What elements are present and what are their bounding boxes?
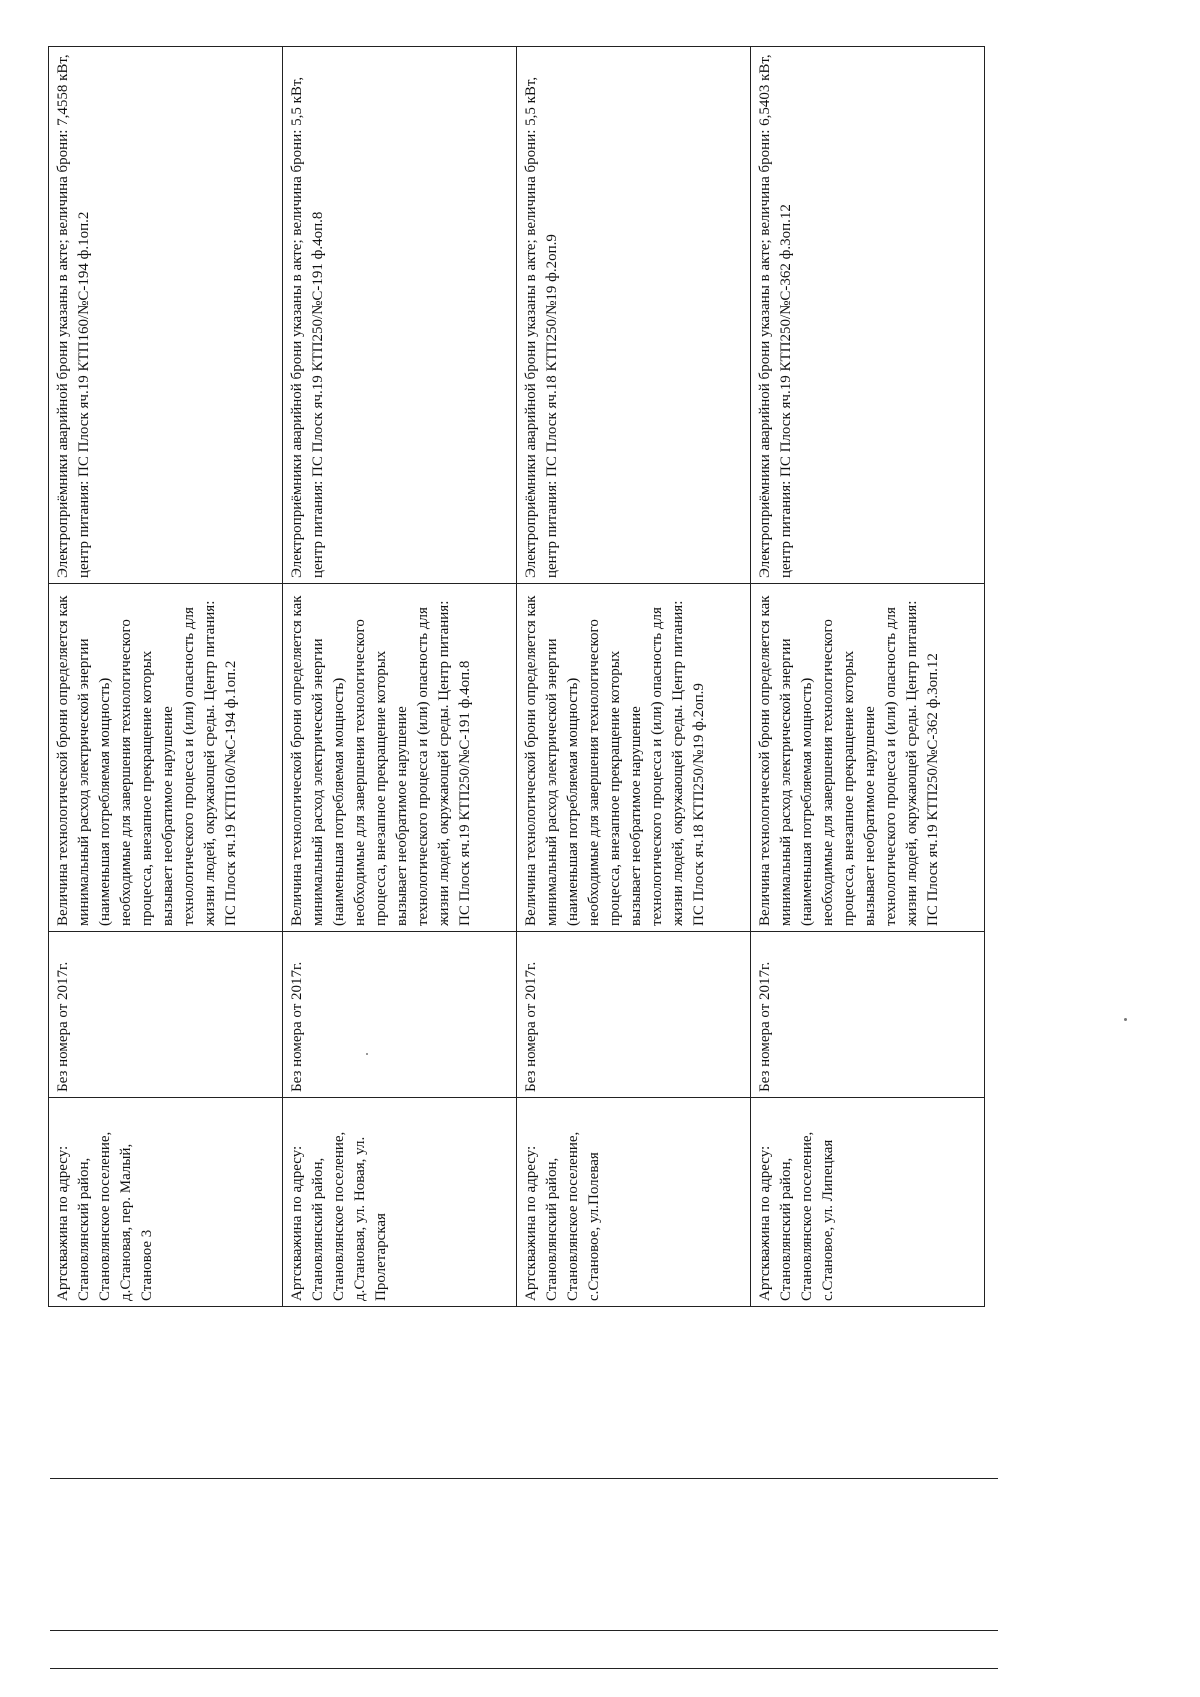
tech-reserve-cell: Величина технологической брони определяется как минимальный расход электрической энергии (наименьшая потребляемая мощность) необходимые для завершения технологического процесса, внезапное прекращение которых вызывает необратимое нарушение технологического процесса и (или) опасность для жизни людей, окружающей среды. Центр питания: ПС Плоск яч.19 КТП250/№С-362 ф.3оп.12 (751, 584, 985, 932)
emergency-reserve-cell: Электроприёмники аварийной брони указаны в акте; величина брони: 7,4558 кВт, центр питания: ПС Плоск яч.19 КТП160/№С-194 ф.1оп.2 (49, 47, 283, 584)
reserve-table (48, 46, 985, 1307)
address-cell: Артскважина по адресу: Становлянский район, Становлянское поселение, д.Становая, пер. Малый, Становое 3 (49, 1098, 283, 1307)
address-cell: Артскважина по адресу: Становлянский район, Становлянское поселение, д.Становая, ул. Новая, ул. Пролетарская (283, 1098, 517, 1307)
document-cell: Без номера от 2017г. (517, 932, 751, 1098)
document-cell: Без номера от 2017г. (751, 932, 985, 1098)
horizontal-rule (50, 1630, 998, 1631)
tech-reserve-cell: Величина технологической брони определяется как минимальный расход электрической энергии (наименьшая потребляемая мощность) необходимые для завершения технологического процесса, внезапное прекращение которых вызывает необратимое нарушение технологического процесса и (или) опасность для жизни людей, окружающей среды. Центр питания: ПС Плоск яч.18 КТП250/№19 ф.2оп.9 (517, 584, 751, 932)
table-row (49, 47, 283, 1307)
scan-speck (366, 1053, 368, 1055)
address-cell: Артскважина по адресу: Становлянский район, Становлянское поселение, с.Становое, ул.Полевая (517, 1098, 751, 1307)
emergency-reserve-cell: Электроприёмники аварийной брони указаны в акте; величина брони: 5,5 кВт, центр питания: ПС Плоск яч.18 КТП250/№19 ф.2оп.9 (517, 47, 751, 584)
table-row (283, 47, 517, 1307)
table-row (517, 47, 751, 1307)
table-row (751, 47, 985, 1307)
scan-speck (1124, 1018, 1127, 1021)
document-cell: Без номера от 2017г. (283, 932, 517, 1098)
rotated-table-container (48, 47, 985, 1307)
tech-reserve-cell: Величина технологической брони определяется как минимальный расход электрической энергии (наименьшая потребляемая мощность) необходимые для завершения технологического процесса, внезапное прекращение которых вызывает необратимое нарушение технологического процесса и (или) опасность для жизни людей, окружающей среды. Центр питания: ПС Плоск яч.19 КТП250/№С-191 ф.4оп.8 (283, 584, 517, 932)
emergency-reserve-cell: Электроприёмники аварийной брони указаны в акте; величина брони: 6,5403 кВт, центр питания: ПС Плоск яч.19 КТП250/№С-362 ф.3оп.12 (751, 47, 985, 584)
document-cell: Без номера от 2017г. (49, 932, 283, 1098)
address-cell: Артскважина по адресу: Становлянский район, Становлянское поселение, с.Становое, ул. Липецкая (751, 1098, 985, 1307)
tech-reserve-cell: Величина технологической брони определяется как минимальный расход электрической энергии (наименьшая потребляемая мощность) необходимые для завершения технологического процесса, внезапное прекращение которых вызывает необратимое нарушение технологического процесса и (или) опасность для жизни людей, окружающей среды. Центр питания: ПС Плоск яч.19 КТП160/№С-194 ф.1оп.2 (49, 584, 283, 932)
emergency-reserve-cell: Электроприёмники аварийной брони указаны в акте; величина брони: 5,5 кВт, центр питания: ПС Плоск яч.19 КТП250/№С-191 ф.4оп.8 (283, 47, 517, 584)
horizontal-rule (50, 1668, 998, 1669)
horizontal-rule (50, 1478, 998, 1479)
